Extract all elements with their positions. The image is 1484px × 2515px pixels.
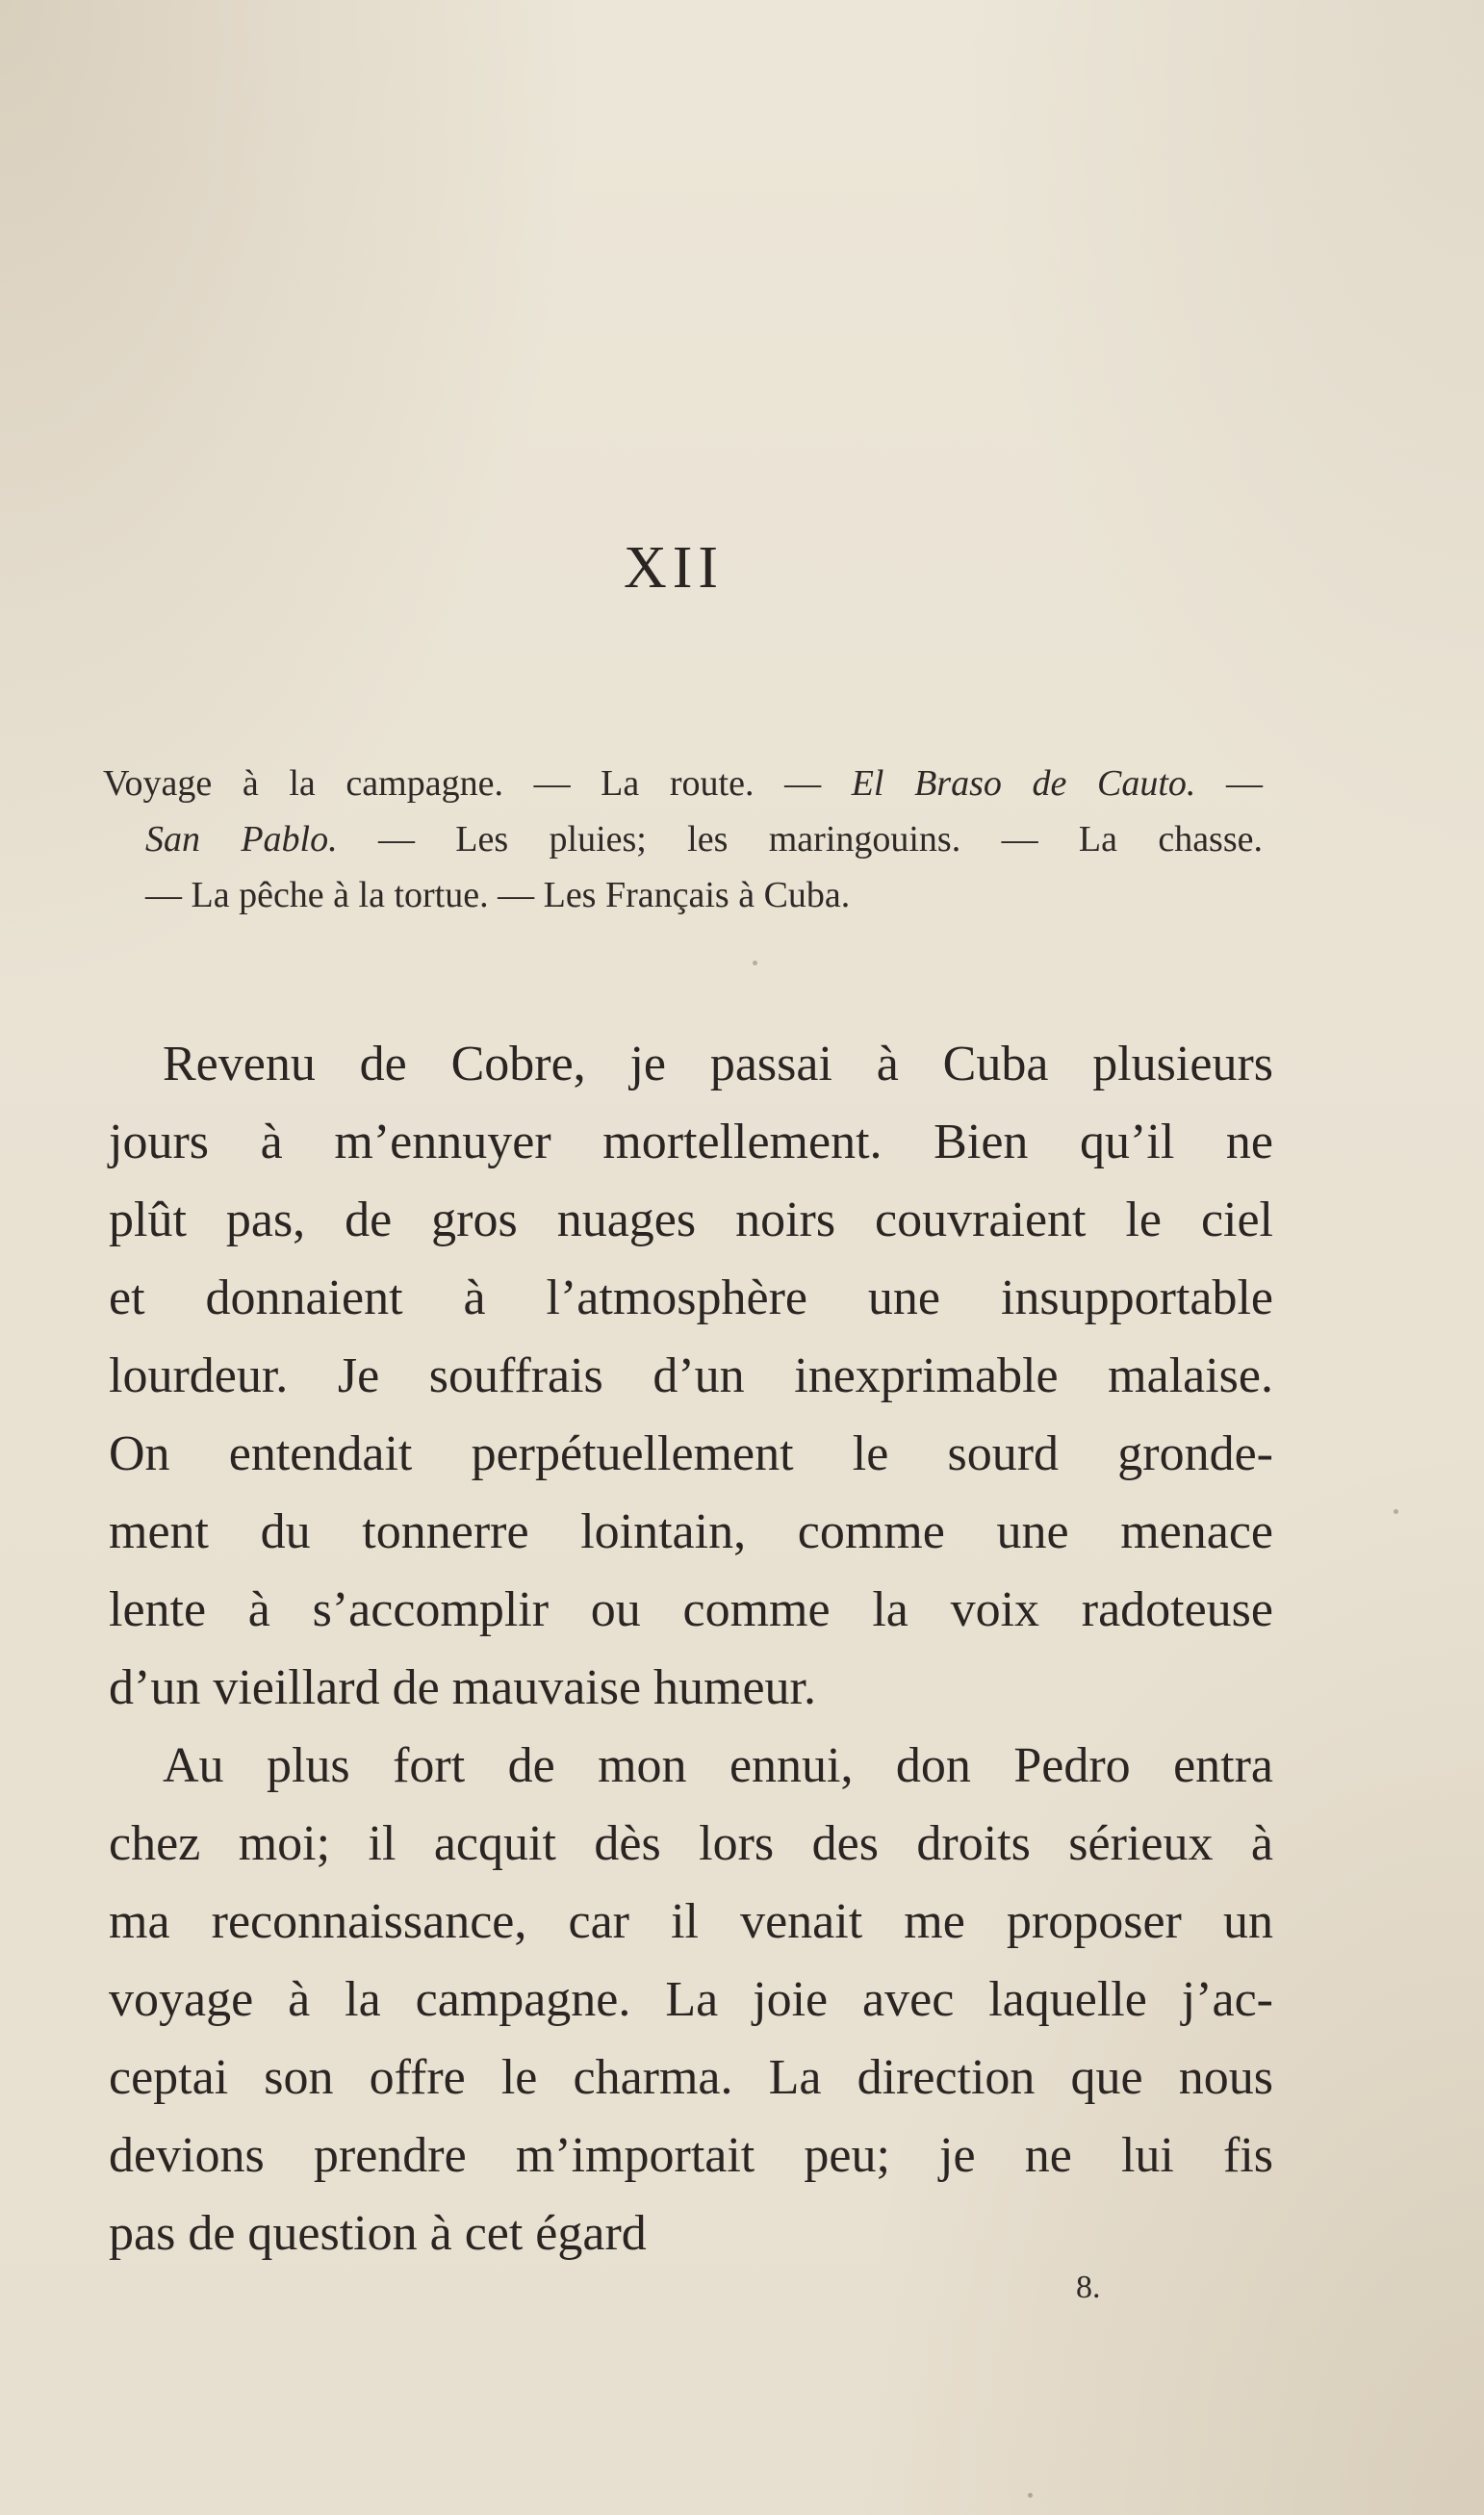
chapter-summary — [103, 756, 1263, 923]
paragraph-1-line: lourdeur. Je souffrais d’un inexprimable malaise. — [109, 1348, 1273, 1403]
summary-line-2 — [103, 811, 1263, 867]
summary-line-1 — [103, 756, 1263, 811]
paragraph-2-line: chez moi; il acquit dès lors des droits sérieux à — [109, 1816, 1273, 1871]
paragraph-1-line: et donnaient à l’atmosphère une insupportable — [109, 1270, 1273, 1325]
summary-line-3: — La pêche à la tortue. — Les Français à Cuba. — [145, 875, 851, 915]
summary-place-name: El Braso de Cauto. — [851, 763, 1196, 804]
paper-speck — [1394, 1509, 1398, 1514]
summary-line-1-text: Voyage à la campagne. — La route. — — [103, 763, 852, 804]
paragraph-2-line: pas de question à cet égard — [109, 2206, 647, 2261]
summary-place-name-2: San Pablo. — [145, 819, 338, 860]
summary-line-1-end: — — [1195, 763, 1264, 804]
paragraph-1-line: lente à s’accomplir ou comme la voix radoteuse — [109, 1582, 1273, 1637]
paragraph-1-line: plût pas, de gros nuages noirs couvraient le ciel — [109, 1193, 1273, 1247]
paragraph-2-line: ma reconnaissance, car il venait me proposer un — [109, 1894, 1273, 1949]
paper-speck — [1028, 2493, 1033, 2498]
signature-mark: 8. — [1076, 2270, 1101, 2305]
paragraph-1-line: Revenu de Cobre, je passai à Cuba plusieurs — [163, 1037, 1273, 1091]
paragraph-1-line: On entendait perpétuellement le sourd gronde- — [109, 1426, 1273, 1481]
paragraph-1-line: d’un vieillard de mauvaise humeur. — [109, 1660, 817, 1715]
summary-line-2-text: — Les pluies; les maringouins. — La chasse. — [337, 819, 1264, 860]
paragraph-1-line: ment du tonnerre lointain, comme une menace — [109, 1504, 1273, 1559]
chapter-number: XII — [623, 535, 725, 601]
paragraph-1-line: jours à m’ennuyer mortellement. Bien qu’il ne — [109, 1115, 1273, 1169]
paragraph-2-line: ceptai son offre le charma. La direction que nous — [109, 2050, 1273, 2105]
paragraph-2-line: devions prendre m’importait peu; je ne lui fis — [109, 2128, 1273, 2183]
paper-speck — [753, 961, 757, 965]
paragraph-2-line: voyage à la campagne. La joie avec laquelle j’ac- — [109, 1972, 1273, 2027]
body-text — [109, 1025, 1273, 2272]
paragraph-2-line: Au plus fort de mon ennui, don Pedro entra — [163, 1738, 1273, 1793]
